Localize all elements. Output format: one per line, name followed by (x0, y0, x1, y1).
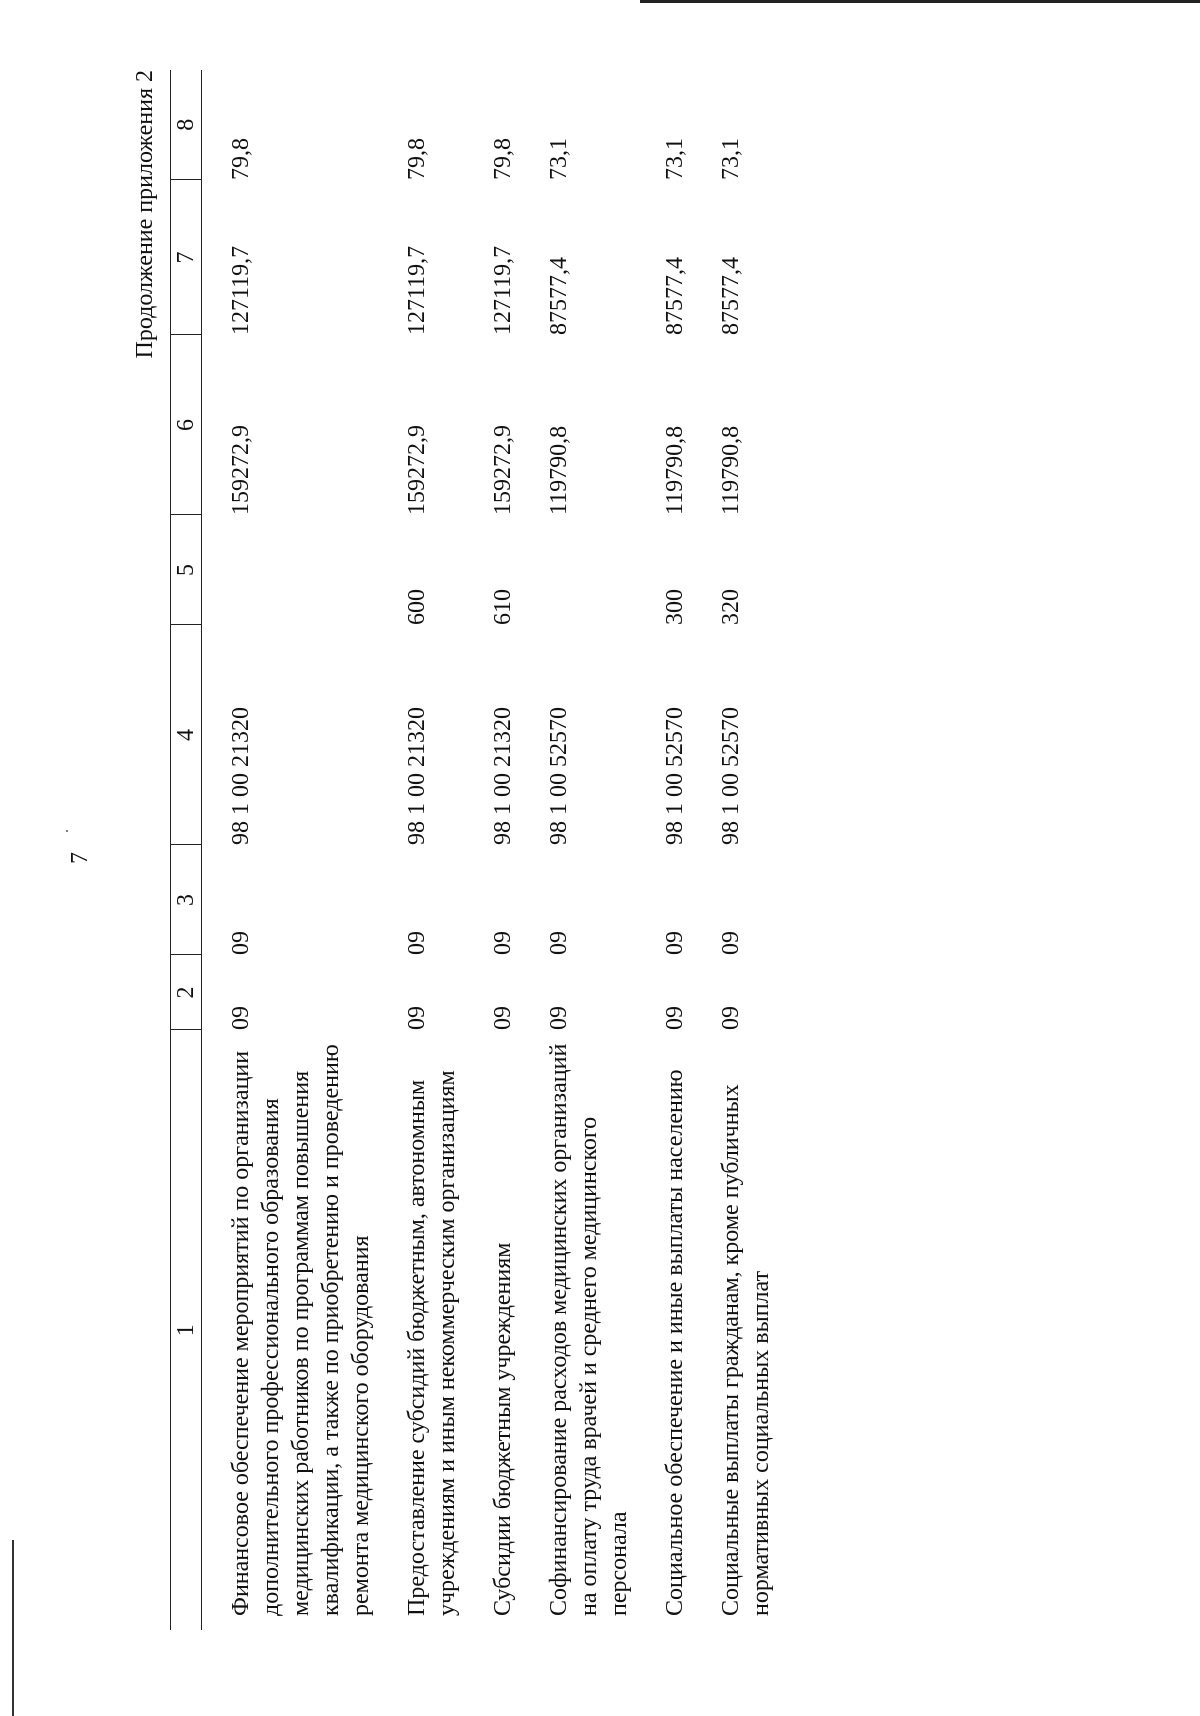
row-name: Социальное обеспечение и иные выплаты населению (662, 1069, 688, 1616)
executed-amount: 87577,4 (546, 257, 572, 335)
section-code: 09 (490, 1006, 516, 1030)
target-article-code: 98 1 00 52570 (546, 707, 572, 845)
header-cell-1: 1 (171, 1030, 202, 1630)
target-article-code: 98 1 00 21320 (490, 707, 516, 845)
expense-type-code: 610 (490, 589, 516, 625)
header-cell-5: 5 (171, 515, 202, 625)
header-cell-2: 2 (171, 955, 202, 1030)
execution-percent: 73,1 (718, 138, 744, 180)
row-name: Финансовое обеспечение мероприятий по организации дополнительного профессионального образования медицинских работников по программам повышения квалификации, а также по приобретению и проведению ремонта медицинского оборудования (228, 1044, 374, 1616)
executed-amount: 127119,7 (404, 245, 430, 335)
planned-amount: 119790,8 (662, 425, 688, 515)
section-code: 09 (404, 1006, 430, 1030)
page-number: 7 (67, 852, 93, 864)
subsection-code: 09 (228, 931, 254, 955)
row-name: Субсидии бюджетным учреждениям (490, 1242, 516, 1616)
table-row (690, 70, 776, 1630)
subsection-code: 09 (546, 931, 572, 955)
expense-type-code (202, 515, 377, 625)
header-row (171, 70, 202, 1630)
planned-amount: 159272,9 (404, 425, 430, 515)
row-name: Социальные выплаты гражданам, кроме публичных нормативных социальных выплат (718, 1084, 774, 1616)
subsection-code: 09 (718, 931, 744, 955)
expense-type-code (518, 515, 634, 625)
executed-amount: 87577,4 (718, 257, 744, 335)
target-article-code: 98 1 00 52570 (718, 707, 744, 845)
section-code: 09 (662, 1006, 688, 1030)
planned-amount: 119790,8 (546, 425, 572, 515)
header-cell-7: 7 (171, 180, 202, 335)
section-code: 09 (228, 1006, 254, 1030)
table-row (202, 70, 377, 1630)
executed-amount: 127119,7 (490, 245, 516, 335)
executed-amount: 87577,4 (662, 257, 688, 335)
table-row (518, 70, 634, 1630)
expense-type-code: 300 (662, 589, 688, 625)
planned-amount: 159272,9 (228, 425, 254, 515)
row-name: Предоставление субсидий бюджетным, автономным учреждениям и иным некоммерческим организациям (404, 1070, 460, 1616)
header-cell-8: 8 (171, 70, 202, 180)
target-article-code: 98 1 00 21320 (404, 707, 430, 845)
target-article-code: 98 1 00 52570 (662, 707, 688, 845)
table-row (376, 70, 462, 1630)
execution-percent: 79,8 (228, 138, 254, 180)
planned-amount: 159272,9 (490, 425, 516, 515)
execution-percent: 73,1 (662, 138, 688, 180)
scan-border-top (640, 0, 1200, 3)
section-code: 09 (718, 1006, 744, 1030)
target-article-code: 98 1 00 21320 (228, 707, 254, 845)
execution-percent: 73,1 (546, 138, 572, 180)
row-name: Софинансирование расходов медицинских организаций на оплату труда врачей и среднего медицинского персонала (546, 1043, 632, 1616)
planned-amount: 119790,8 (718, 425, 744, 515)
header-cell-3: 3 (171, 845, 202, 955)
expense-type-code: 320 (718, 589, 744, 625)
scan-speck (66, 830, 68, 832)
execution-percent: 79,8 (404, 138, 430, 180)
subsection-code: 09 (490, 931, 516, 955)
subsection-code: 09 (662, 931, 688, 955)
header-cell-6: 6 (171, 335, 202, 515)
expense-type-code: 600 (404, 589, 430, 625)
execution-percent: 79,8 (490, 138, 516, 180)
executed-amount: 127119,7 (228, 245, 254, 335)
table-row (462, 70, 518, 1630)
scan-border-left (12, 1540, 14, 1716)
header-cell-4: 4 (171, 625, 202, 845)
table-row (634, 70, 690, 1630)
section-code: 09 (546, 1006, 572, 1030)
budget-table (170, 70, 776, 1630)
rotated-sheet (130, 60, 1130, 1680)
subsection-code: 09 (404, 931, 430, 955)
appendix-title: Продолжение приложения 2 (132, 70, 158, 359)
